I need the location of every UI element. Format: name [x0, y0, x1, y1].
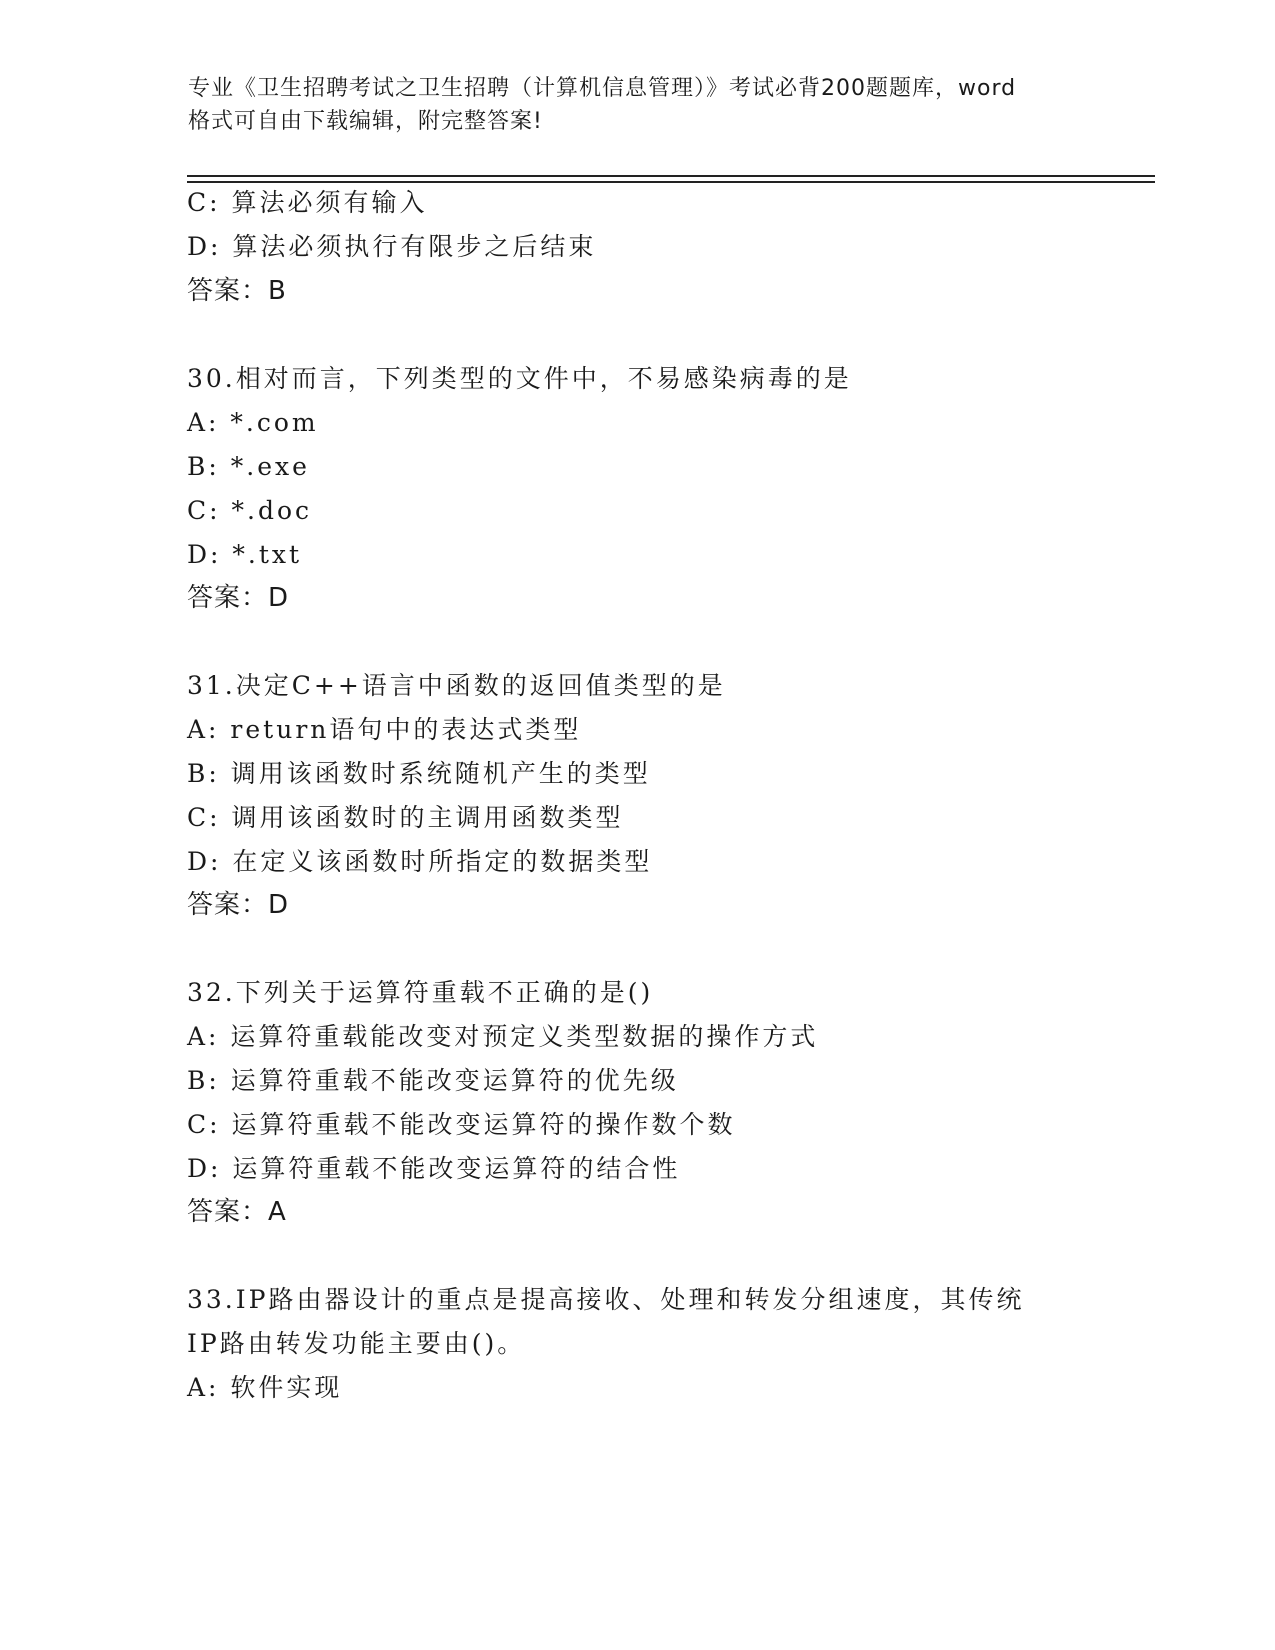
question-30: 30.相对而言，下列类型的文件中，不易感染病毒的是 — [187, 364, 852, 393]
option-b: B: 调用该函数时系统随机产生的类型 — [187, 759, 651, 788]
question-33-continued: IP路由转发功能主要由()。 — [187, 1329, 526, 1358]
header-line-2: 格式可自由下载编辑，附完整答案! — [188, 109, 543, 134]
question-31: 31.决定C++语言中函数的返回值类型的是 — [187, 671, 726, 700]
option-d: D: 运算符重载不能改变运算符的结合性 — [187, 1154, 681, 1183]
option-a: A: *.com — [187, 408, 319, 437]
answer-line: 答案：D — [187, 583, 290, 613]
answer-line: 答案：A — [187, 1197, 287, 1227]
question-33: 33.IP路由器设计的重点是提高接收、处理和转发分组速度，其传统 — [187, 1285, 1025, 1314]
option-a: A: return语句中的表达式类型 — [187, 715, 582, 744]
header-divider-top — [187, 175, 1155, 177]
option-a: A: 运算符重载能改变对预定义类型数据的操作方式 — [187, 1022, 819, 1051]
option-c: C: *.doc — [187, 496, 313, 525]
option-d: D: 算法必须执行有限步之后结束 — [187, 232, 597, 261]
option-a: A: 软件实现 — [187, 1373, 343, 1402]
option-c: C: 调用该函数时的主调用函数类型 — [187, 803, 624, 832]
header-divider-bottom — [187, 181, 1155, 183]
option-d: D: 在定义该函数时所指定的数据类型 — [187, 847, 653, 876]
option-c: C: 算法必须有输入 — [187, 188, 428, 217]
answer-line: 答案：B — [187, 276, 287, 306]
question-32: 32.下列关于运算符重载不正确的是() — [187, 978, 654, 1007]
document-header — [188, 72, 1108, 138]
option-d: D: *.txt — [187, 540, 303, 569]
option-c: C: 运算符重载不能改变运算符的操作数个数 — [187, 1110, 736, 1139]
option-b: B: 运算符重载不能改变运算符的优先级 — [187, 1066, 679, 1095]
answer-line: 答案：D — [187, 890, 290, 920]
header-line-1: 专业《卫生招聘考试之卫生招聘（计算机信息管理）》考试必背200题题库，word — [188, 76, 1017, 101]
option-b: B: *.exe — [187, 452, 310, 481]
